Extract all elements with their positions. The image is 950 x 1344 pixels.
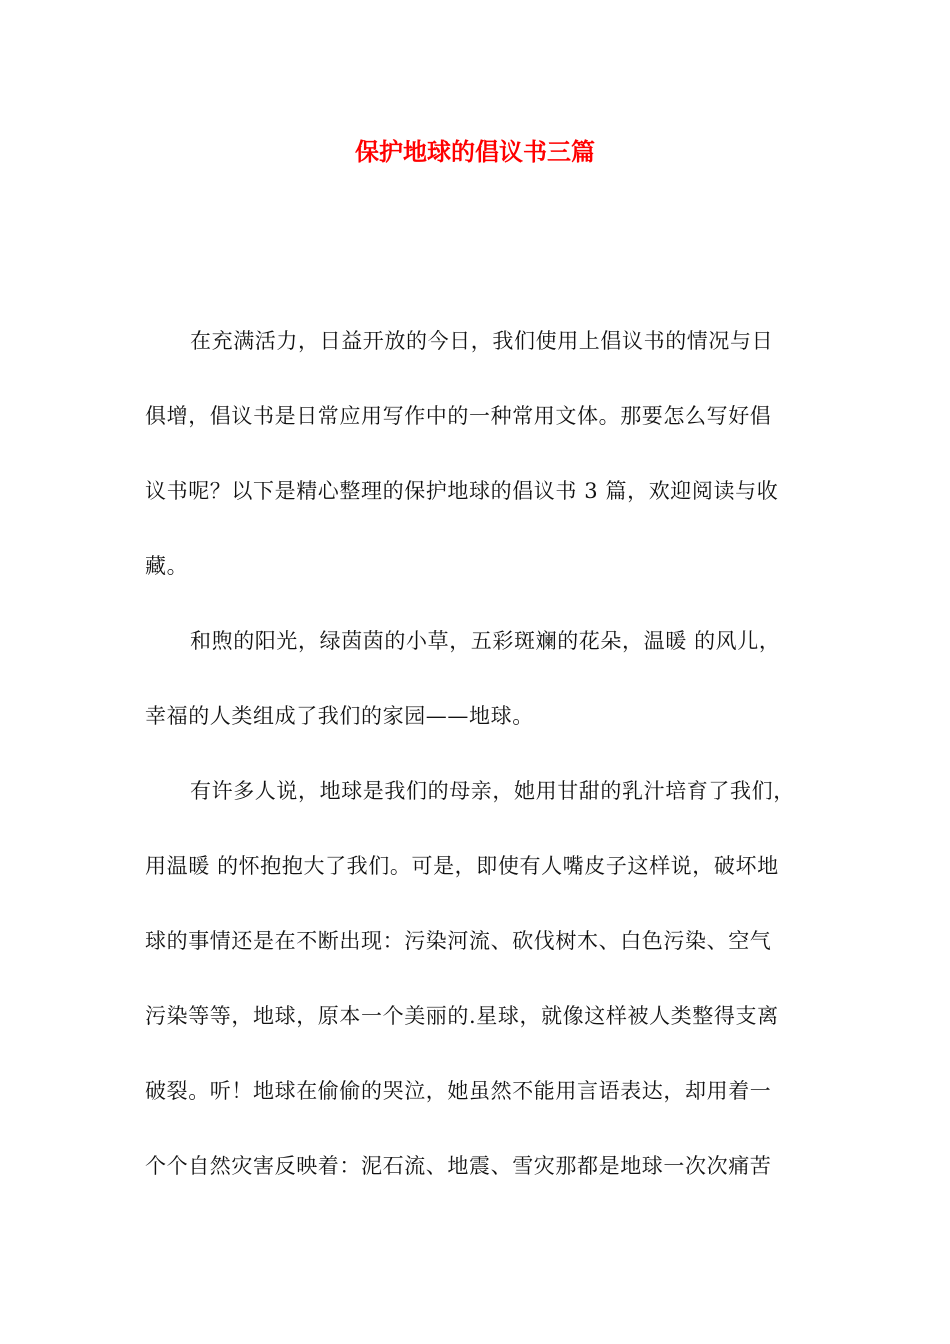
text-line: 在充满活力，日益开放的今日，我们使用上倡议书的情况与日 [190, 329, 774, 353]
text-line: 藏。 [145, 554, 189, 578]
text-line: 有许多人说，地球是我们的母亲，她用甘甜的乳汁培育了我们， [190, 779, 795, 803]
text-line: 幸福的人类组成了我们的家园——地球。 [145, 704, 534, 728]
paragraph-home [145, 622, 813, 735]
text-line: 破裂。听！地球在偷偷的哭泣，她虽然不能用言语表达，却用着一 [145, 1079, 772, 1103]
text-line: 和煦的阳光，绿茵茵的小草，五彩斑斓的花朵，温暖 的风儿， [190, 629, 781, 653]
paragraph-mother-earth [145, 772, 813, 1185]
text-line: 个个自然灾害反映着：泥石流、地震、雪灾那都是地球一次次痛苦 [145, 1154, 772, 1178]
document-title: 保护地球的倡议书三篇 [355, 138, 595, 166]
paragraph-intro [145, 322, 813, 585]
document-body [145, 322, 813, 1222]
text-line: 污染等等，地球，原本一个美丽的.星球，就像这样被人类整得支离 [145, 1004, 779, 1028]
text-line: 俱增，倡议书是日常应用写作中的一种常用文体。那要怎么写好倡 [145, 404, 772, 428]
text-line: 球的事情还是在不断出现：污染河流、砍伐树木、白色污染、空气 [145, 929, 772, 953]
text-line: 用温暖 的怀抱抱大了我们。可是，即使有人嘴皮子这样说，破坏地 [145, 854, 779, 878]
text-line: 议书呢？以下是精心整理的保护地球的倡议书 3 篇，欢迎阅读与收 [145, 479, 779, 503]
